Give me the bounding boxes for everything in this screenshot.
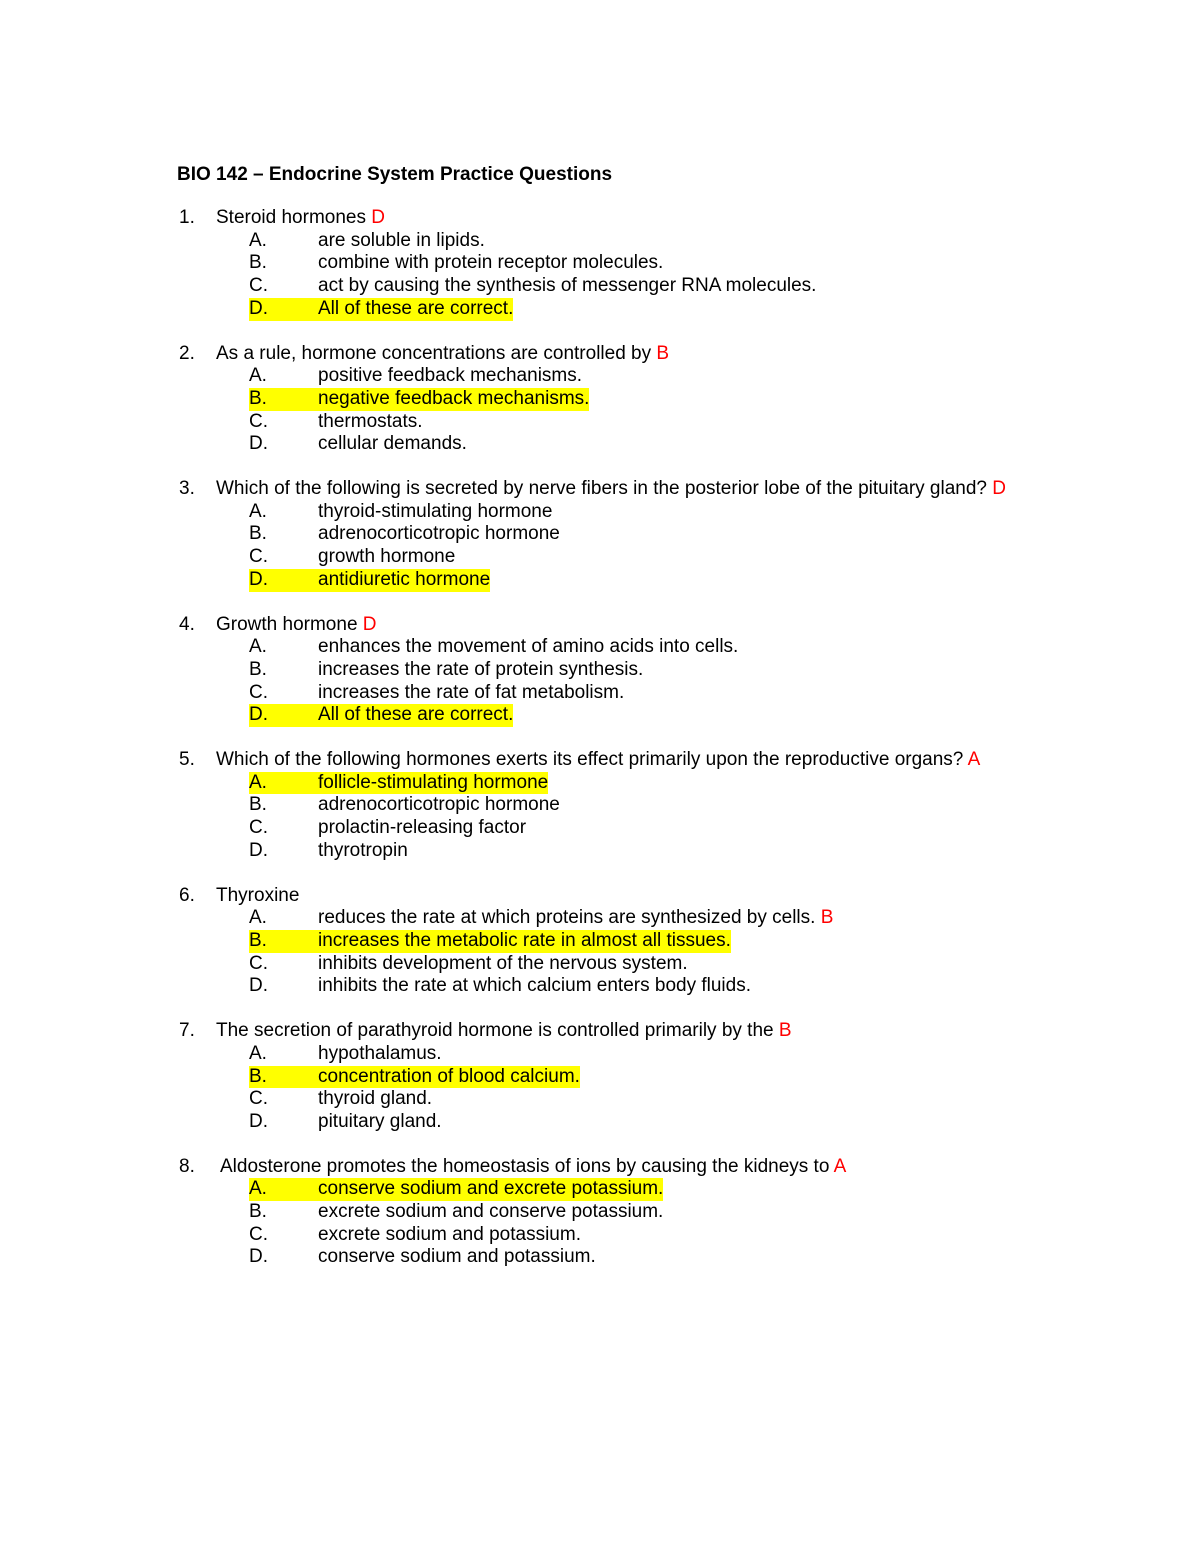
option-text: follicle-stimulating hormone (318, 771, 549, 793)
option-a (249, 1178, 1037, 1201)
option-letter: C. (249, 275, 268, 297)
answer-key: D (371, 207, 385, 228)
highlighted-correct-option (249, 1178, 663, 1201)
option-d (249, 1111, 1037, 1134)
question-3 (177, 478, 1037, 592)
answer-key: A (967, 749, 981, 771)
option-content (249, 953, 688, 976)
option-d (249, 975, 1037, 998)
option-letter: A. (249, 1178, 267, 1200)
option-d (249, 298, 1037, 321)
option-letter: B. (249, 252, 267, 274)
answer-key: B (778, 1020, 792, 1042)
option-letter: C. (249, 1223, 268, 1245)
question-text: Which of the following is secreted by nerve fibers in the posterior lobe of the pituitary gland? (216, 478, 987, 500)
option-text: excrete sodium and potassium. (318, 1223, 581, 1245)
option-text: positive feedback mechanisms. (318, 365, 583, 387)
option-content (249, 546, 455, 569)
option-text: prolactin-releasing factor (318, 817, 527, 839)
option-text: All of these are correct. (318, 297, 514, 319)
question-number: 5. (179, 749, 195, 771)
option-letter: D. (249, 975, 268, 997)
question-1 (177, 207, 1037, 321)
option-text: conserve sodium and excrete potassium. (318, 1178, 664, 1200)
highlighted-correct-option (249, 388, 589, 411)
option-letter: C. (249, 952, 268, 974)
question-stem (177, 207, 1037, 230)
option-text: increases the rate of fat metabolism. (318, 681, 625, 703)
question-8 (177, 1156, 1037, 1270)
answer-key: B (820, 907, 834, 929)
option-text: conserve sodium and potassium. (318, 1246, 596, 1268)
option-content (249, 523, 560, 546)
question-text: As a rule, hormone concentrations are controlled by (216, 342, 652, 364)
option-c (249, 953, 1037, 976)
option-c (249, 682, 1037, 705)
answer-key: A (833, 1155, 847, 1177)
question-6 (177, 885, 1037, 999)
option-letter: A. (249, 771, 267, 793)
option-b (249, 252, 1037, 275)
question-text: Which of the following hormones exerts its effect primarily upon the reproductive organs? (216, 749, 964, 771)
option-content (249, 411, 423, 434)
option-letter: B. (249, 523, 267, 545)
question-stem (177, 614, 1037, 637)
option-letter: D. (249, 1246, 268, 1268)
option-text: All of these are correct. (318, 704, 514, 726)
option-text: combine with protein receptor molecules. (318, 252, 664, 274)
option-content (249, 794, 560, 817)
option-b (249, 388, 1037, 411)
question-5 (177, 749, 1037, 863)
option-letter: B. (249, 1201, 267, 1223)
option-text: thyroid gland. (318, 1088, 433, 1110)
option-d (249, 1246, 1037, 1269)
option-letter: C. (249, 681, 268, 703)
option-letter: C. (249, 1088, 268, 1110)
option-text: thyroid-stimulating hormone (318, 500, 553, 522)
option-content (249, 1088, 432, 1111)
option-letter: A. (249, 636, 267, 658)
question-text: Steroid hormones (216, 207, 366, 228)
option-letter: D. (249, 1110, 268, 1132)
option-c (249, 817, 1037, 840)
option-letter: B. (249, 929, 267, 951)
option-b (249, 1201, 1037, 1224)
option-c (249, 546, 1037, 569)
option-text: increases the metabolic rate in almost all tissues. (318, 929, 731, 951)
option-b (249, 1066, 1037, 1089)
option-content (249, 840, 408, 863)
question-text: Thyroxine (216, 884, 300, 906)
question-stem (177, 343, 1037, 366)
option-letter: D. (249, 839, 268, 861)
option-text: inhibits the rate at which calcium enters body fluids. (318, 975, 751, 997)
option-c (249, 411, 1037, 434)
option-content (249, 365, 582, 388)
question-number: 2. (179, 342, 195, 364)
option-letter: D. (249, 433, 268, 455)
option-c (249, 1224, 1037, 1247)
highlighted-correct-option (249, 1066, 580, 1089)
option-letter: C. (249, 817, 268, 839)
highlighted-correct-option (249, 930, 731, 953)
question-text: The secretion of parathyroid hormone is controlled primarily by the (216, 1020, 774, 1042)
question-number: 8. (179, 1155, 195, 1177)
option-text: antidiuretic hormone (318, 568, 491, 590)
option-letter: A. (249, 907, 267, 929)
question-text: Aldosterone promotes the homeostasis of ions by causing the kidneys to (220, 1155, 830, 1177)
option-letter: A. (249, 365, 267, 387)
option-a (249, 772, 1037, 795)
option-a (249, 230, 1037, 253)
option-letter: D. (249, 297, 268, 319)
option-text: reduces the rate at which proteins are synthesized by cells. (318, 907, 816, 929)
option-content (249, 501, 552, 524)
option-letter: C. (249, 546, 268, 568)
question-number: 7. (179, 1020, 195, 1042)
option-letter: A. (249, 500, 267, 522)
option-content (249, 275, 816, 298)
highlighted-correct-option (249, 298, 513, 321)
option-text: are soluble in lipids. (318, 229, 485, 251)
option-text: hypothalamus. (318, 1042, 442, 1064)
question-2 (177, 343, 1037, 457)
option-d (249, 569, 1037, 592)
option-letter: B. (249, 794, 267, 816)
option-text: thyrotropin (318, 839, 408, 861)
option-c (249, 275, 1037, 298)
option-a (249, 907, 1037, 930)
option-content (249, 230, 485, 253)
option-text: act by causing the synthesis of messenger RNA molecules. (318, 275, 817, 297)
option-content (249, 817, 526, 840)
option-text: enhances the movement of amino acids into cells. (318, 636, 739, 658)
option-a (249, 1043, 1037, 1066)
option-d (249, 840, 1037, 863)
option-letter: A. (249, 229, 267, 251)
option-letter: B. (249, 1065, 267, 1087)
option-text: excrete sodium and conserve potassium. (318, 1201, 664, 1223)
option-content (249, 1111, 442, 1134)
option-letter: D. (249, 704, 268, 726)
option-content (249, 682, 624, 705)
option-content (249, 659, 643, 682)
question-stem (177, 1156, 1037, 1179)
question-number: 6. (179, 884, 195, 906)
question-list (177, 207, 1037, 1269)
option-content (249, 1224, 581, 1247)
highlighted-correct-option (249, 772, 548, 795)
answer-key: D (992, 478, 1006, 500)
option-text: pituitary gland. (318, 1110, 442, 1132)
option-text: adrenocorticotropic hormone (318, 523, 560, 545)
question-stem (177, 478, 1037, 501)
highlighted-correct-option (249, 569, 490, 592)
option-content (249, 1043, 442, 1066)
option-b (249, 930, 1037, 953)
answer-key: B (656, 342, 670, 364)
option-c (249, 1088, 1037, 1111)
option-content (249, 433, 467, 456)
option-text: increases the rate of protein synthesis. (318, 658, 644, 680)
option-a (249, 501, 1037, 524)
option-content (249, 1246, 596, 1269)
option-content (249, 252, 663, 275)
option-letter: B. (249, 658, 267, 680)
option-content (249, 907, 815, 930)
question-stem (177, 749, 1037, 772)
option-text: growth hormone (318, 546, 456, 568)
question-number: 1. (179, 207, 195, 228)
option-b (249, 659, 1037, 682)
question-7 (177, 1020, 1037, 1134)
option-d (249, 433, 1037, 456)
option-letter: A. (249, 1042, 267, 1064)
option-text: inhibits development of the nervous system. (318, 952, 688, 974)
option-b (249, 794, 1037, 817)
option-a (249, 365, 1037, 388)
option-text: concentration of blood calcium. (318, 1065, 580, 1087)
option-letter: C. (249, 410, 268, 432)
option-content (249, 636, 738, 659)
answer-key: D (362, 613, 377, 635)
option-text: negative feedback mechanisms. (318, 387, 590, 409)
option-letter: B. (249, 387, 267, 409)
option-text: adrenocorticotropic hormone (318, 794, 560, 816)
option-a (249, 636, 1037, 659)
highlighted-correct-option (249, 704, 513, 727)
option-content (249, 1201, 663, 1224)
question-number: 3. (179, 478, 195, 500)
option-text: thermostats. (318, 410, 423, 432)
option-letter: D. (249, 568, 268, 590)
question-stem (177, 885, 1037, 908)
document-page (177, 162, 1037, 1291)
option-d (249, 704, 1037, 727)
question-number: 4. (179, 613, 195, 635)
document-title: BIO 142 – Endocrine System Practice Questions (177, 164, 613, 185)
option-b (249, 523, 1037, 546)
option-content (249, 975, 751, 998)
question-4 (177, 614, 1037, 728)
option-text: cellular demands. (318, 433, 467, 455)
question-text: Growth hormone (216, 613, 358, 635)
question-stem (177, 1020, 1037, 1043)
